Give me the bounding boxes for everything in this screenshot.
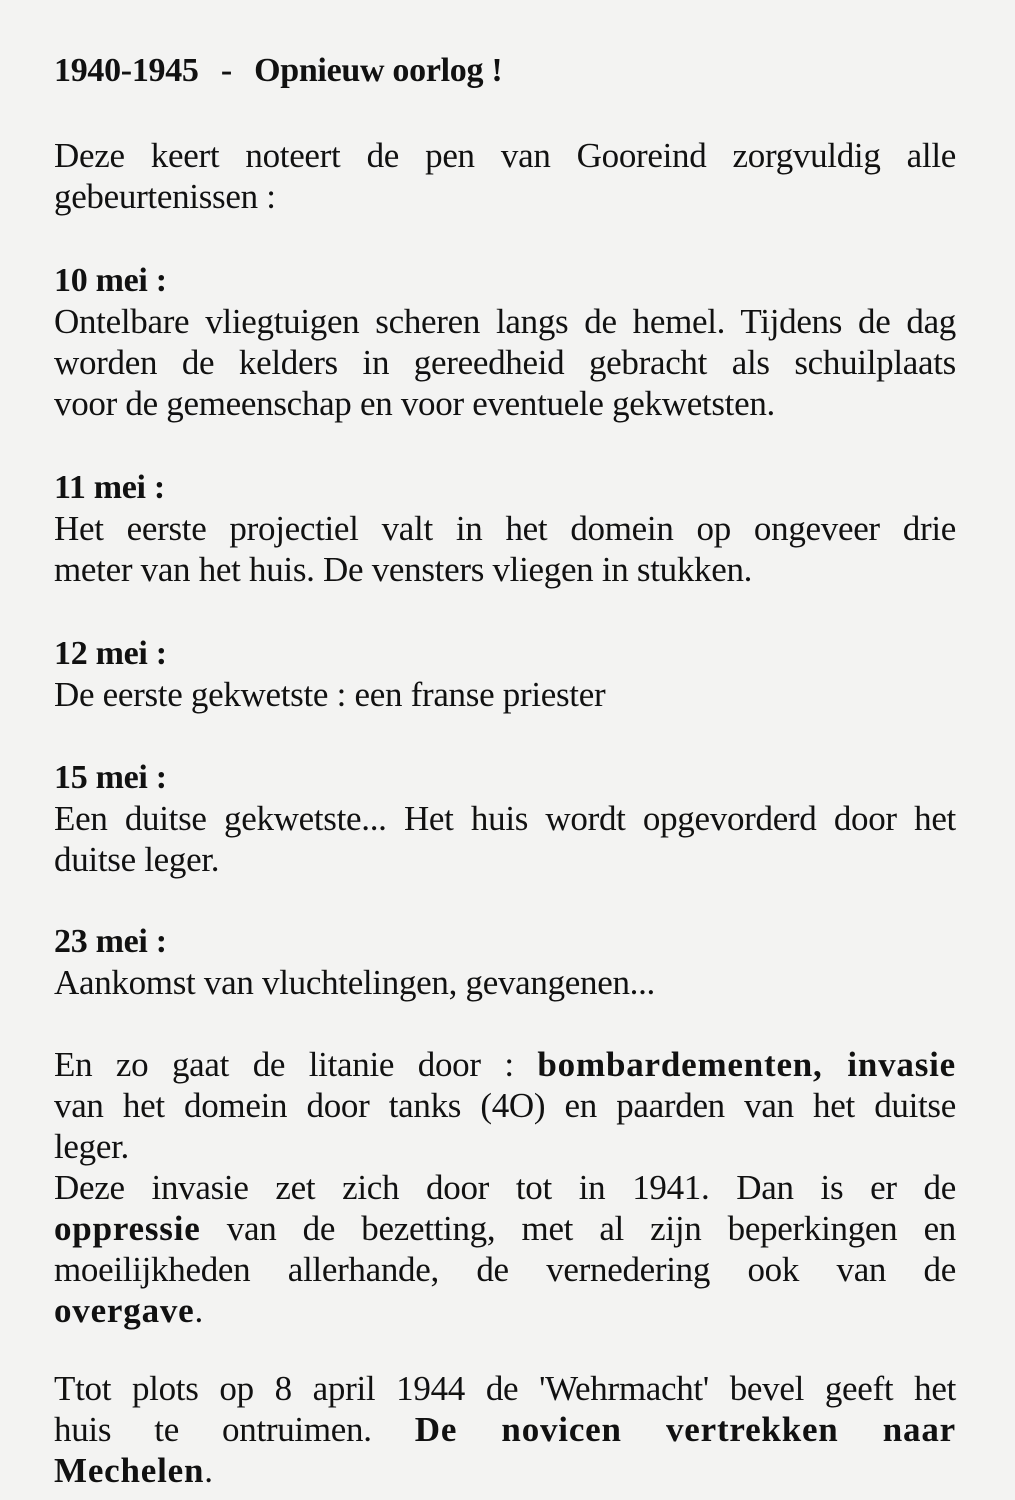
closing-text: huis te ontruimen. (54, 1410, 372, 1449)
entry-date: 10 mei : (54, 262, 167, 299)
closing-text: . (204, 1451, 213, 1490)
litany-bold-text: overgave (54, 1291, 195, 1330)
litany-line: leger. (54, 1127, 129, 1166)
litany-line: Deze invasie zet zich door tot in 1941. Dan is er de (54, 1168, 956, 1207)
entry-line: Ontelbare vliegtuigen scheren langs de hemel. Tijdens de dag (54, 302, 956, 341)
closing-line (54, 1450, 956, 1491)
entry-line: voor de gemeenschap en voor eventuele gekwetsten. (54, 384, 775, 423)
closing-line (54, 1409, 956, 1450)
entry-paragraph (54, 962, 956, 1003)
litany-text: van de bezetting, met al zijn beperkingen en (226, 1209, 957, 1248)
entry-paragraph (54, 798, 956, 880)
entry-paragraph (54, 674, 956, 715)
title-dash: - (220, 52, 232, 89)
closing-line: Ttot plots op 8 april 1944 de 'Wehrmacht' bevel geeft het (54, 1369, 956, 1408)
litany-line (54, 1290, 956, 1331)
entry-date: 12 mei : (54, 635, 167, 672)
page-title (54, 50, 956, 91)
entry-line: meter van het huis. De vensters vliegen in stukken. (54, 550, 753, 589)
litany-line: moeilijkheden allerhande, de vernedering ook van de (54, 1250, 956, 1289)
entry-line: Het eerste projectiel valt in het domein op ongeveer drie (54, 509, 956, 548)
closing-paragraph (54, 1368, 956, 1491)
entry-line: Een duitse gekwetste... Het huis wordt opgevorderd door het (54, 799, 956, 838)
entry-paragraph (54, 301, 956, 424)
intro-paragraph (54, 135, 956, 217)
entry-date: 23 mei : (54, 923, 167, 960)
litany-line (54, 1208, 956, 1249)
entry-paragraph (54, 508, 956, 590)
title-text: Opnieuw oorlog ! (254, 52, 503, 89)
litany-line (54, 1044, 956, 1085)
entry-date: 15 mei : (54, 759, 167, 796)
title-years: 1940-1945 (54, 52, 199, 89)
litany-bold-text: oppressie (54, 1209, 201, 1248)
litany-paragraph (54, 1044, 956, 1331)
intro-line: Deze keert noteert de pen van Gooreind zorgvuldig alle (54, 136, 956, 175)
litany-bold-text: bombardementen, invasie (537, 1045, 957, 1084)
closing-bold-text: Mechelen (54, 1451, 205, 1490)
entry-line: worden de kelders in gereedheid gebracht als schuilplaats (54, 343, 956, 382)
litany-text: En zo gaat de litanie door : (54, 1045, 514, 1084)
entry-line: Aankomst van vluchtelingen, gevangenen... (54, 963, 656, 1002)
intro-line: gebeurtenissen : (54, 177, 276, 216)
litany-text: . (194, 1291, 203, 1330)
closing-bold-text: De novicen vertrekken naar (414, 1410, 956, 1449)
entry-line: duitse leger. (54, 840, 220, 879)
entry-date: 11 mei : (54, 469, 165, 506)
litany-line: van het domein door tanks (4O) en paarden van het duitse (54, 1086, 956, 1125)
entry-line: De eerste gekwetste : een franse priester (54, 675, 606, 714)
